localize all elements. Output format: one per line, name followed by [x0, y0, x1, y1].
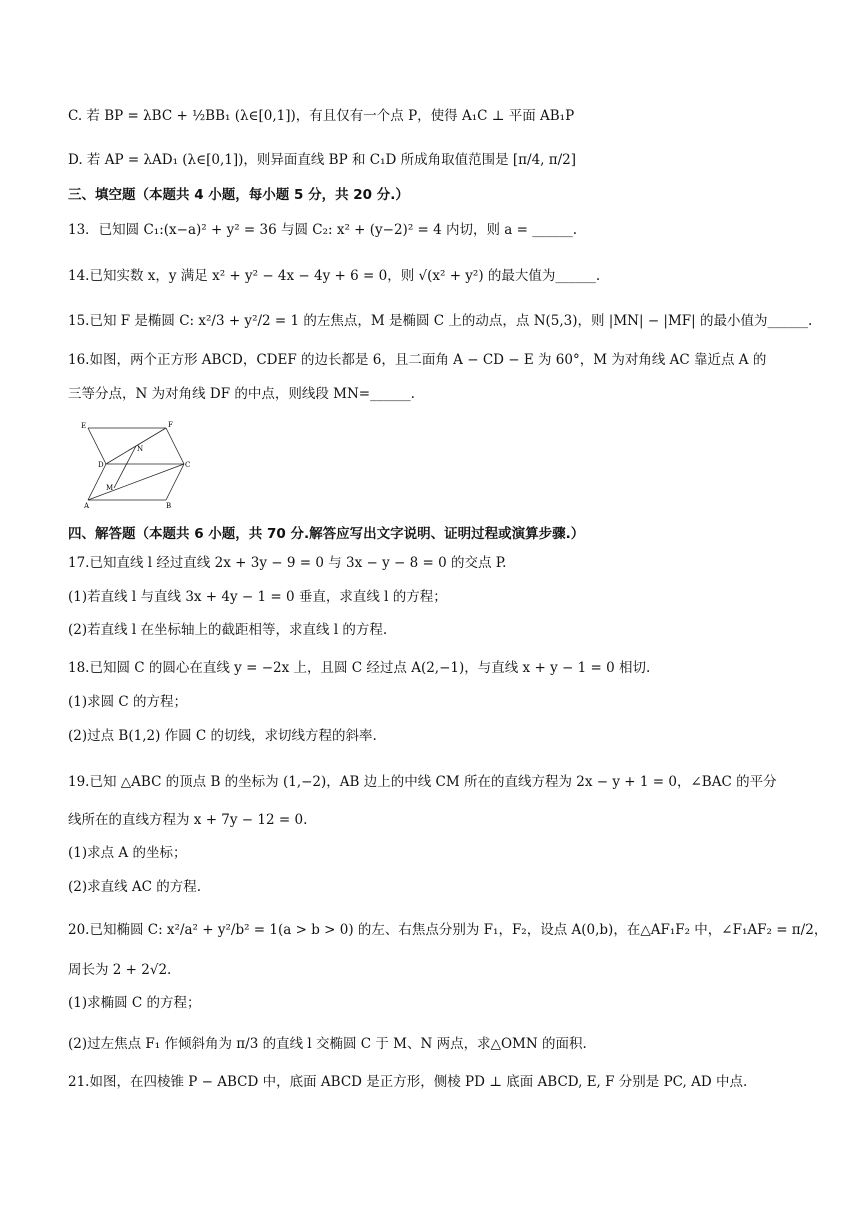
section-4-heading: 四、解答题（本题共 6 小题，共 70 分.解答应写出文字说明、证明过程或演算步骤.）	[68, 526, 585, 542]
option-d: D. 若 AP = λAD₁ (λ∈[0,1])，则异面直线 BP 和 C₁D 所成角取值范围是 [π/4, π/2]	[68, 152, 577, 168]
question-14: 14.已知实数 x，y 满足 x² + y² − 4x − 4y + 6 = 0，则 √(x² + y²) 的最大值为______.	[68, 268, 601, 284]
option-c: C. 若 BP = λBC + ½BB₁ (λ∈[0,1])，有且仅有一个点 P，使得 A₁C ⊥ 平面 AB₁P	[68, 108, 575, 124]
question-20-part-1: (1)求椭圆 C 的方程；	[68, 995, 201, 1011]
question-19-line-1: 19.已知 △ABC 的顶点 B 的坐标为 (1,−2)，AB 边上的中线 CM 所在的直线方程为 2x − y + 1 = 0，∠BAC 的平分	[68, 774, 777, 790]
label-F: F	[168, 421, 173, 429]
label-A: A	[84, 502, 90, 510]
question-13: 13．已知圆 C₁:(x−a)² + y² = 36 与圆 C₂: x² + (y−2)² = 4 内切，则 a = ______.	[68, 222, 578, 238]
label-M: M	[106, 484, 114, 492]
figure-two-squares	[78, 418, 198, 510]
label-B: B	[166, 502, 172, 510]
question-19-part-2: (2)求直线 AC 的方程.	[68, 879, 202, 895]
question-17-part-1: (1)若直线 l 与直线 3x + 4y − 1 = 0 垂直，求直线 l 的方程；	[68, 589, 447, 605]
question-18: 18.已知圆 C 的圆心在直线 y = −2x 上，且圆 C 经过点 A(2,−1)，与直线 x + y − 1 = 0 相切.	[68, 660, 651, 676]
question-16-line-2: 三等分点，N 为对角线 DF 的中点，则线段 MN=______.	[68, 386, 415, 402]
question-17-part-2: (2)若直线 l 在坐标轴上的截距相等，求直线 l 的方程.	[68, 622, 388, 638]
question-16-line-1: 16.如图，两个正方形 ABCD，CDEF 的边长都是 6，且二面角 A − CD − E 为 60°，M 为对角线 AC 靠近点 A 的	[68, 352, 767, 368]
question-21: 21.如图，在四棱锥 P − ABCD 中，底面 ABCD 是正方形，侧棱 PD ⊥ 底面 ABCD, E, F 分别是 PC, AD 中点.	[68, 1074, 748, 1090]
label-E: E	[81, 422, 87, 430]
label-D: D	[98, 461, 104, 469]
question-20-line-2: 周长为 2 + 2√2.	[68, 962, 172, 978]
question-17: 17.已知直线 l 经过直线 2x + 3y − 9 = 0 与 3x − y − 8 = 0 的交点 P.	[68, 555, 507, 571]
label-N: N	[137, 445, 144, 453]
question-18-part-2: (2)过点 B(1,2) 作圆 C 的切线，求切线方程的斜率.	[68, 728, 377, 744]
question-20-line-1: 20.已知椭圆 C: x²/a² + y²/b² = 1(a > b > 0) 的左、右焦点分别为 F₁，F₂，设点 A(0,b)，在△AF₁F₂ 中，∠F₁AF₂ = π/2，	[68, 922, 828, 938]
question-18-part-1: (1)求圆 C 的方程；	[68, 694, 188, 710]
question-15: 15.已知 F 是椭圆 C: x²/3 + y²/2 = 1 的左焦点，M 是椭圆 C 上的动点，点 N(5,3)，则 |MN| − |MF| 的最小值为______.	[68, 313, 813, 329]
question-19-line-2: 线所在的直线方程为 x + 7y − 12 = 0.	[68, 812, 308, 828]
label-C: C	[185, 461, 191, 469]
question-19-part-1: (1)求点 A 的坐标；	[68, 845, 187, 861]
question-20-part-2: (2)过左焦点 F₁ 作倾斜角为 π/3 的直线 l 交椭圆 C 于 M、N 两点，求△OMN 的面积.	[68, 1036, 587, 1052]
section-3-heading: 三、填空题（本题共 4 小题，每小题 5 分，共 20 分.）	[68, 187, 409, 203]
